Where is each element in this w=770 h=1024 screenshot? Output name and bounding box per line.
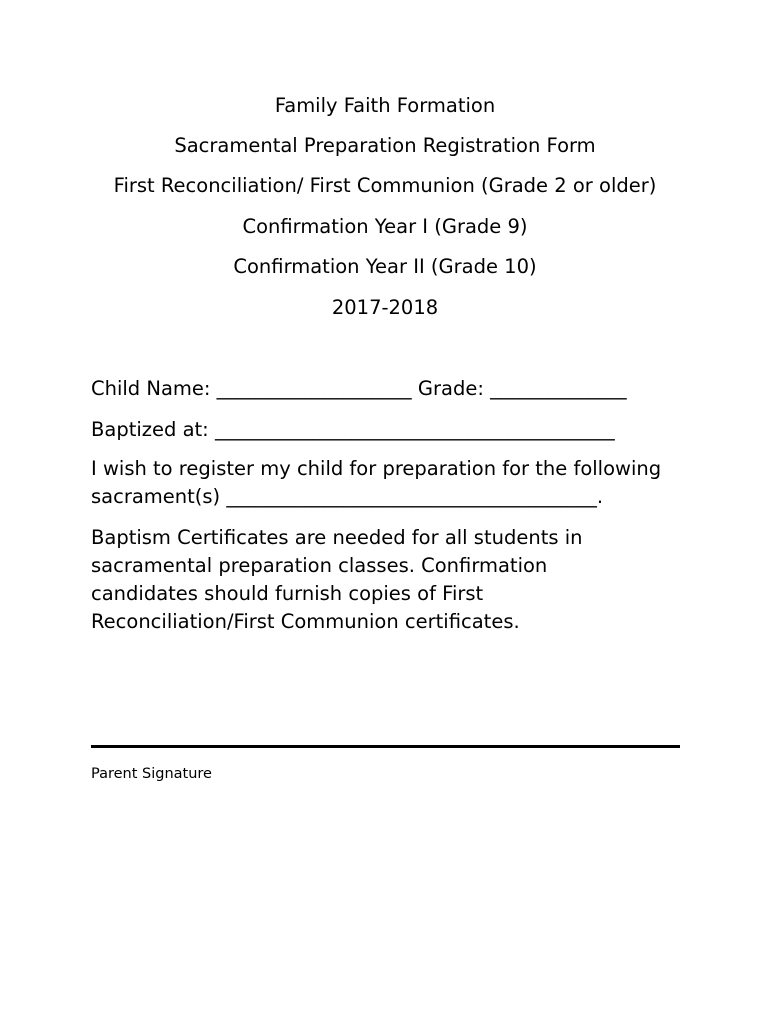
register-sacrament-field bbox=[91, 455, 691, 511]
program-first-communion: First Reconciliation/ First Communion (Grade 2 or older) bbox=[113, 174, 657, 197]
program-confirmation-year-2: Confirmation Year II (Grade 10) bbox=[233, 255, 537, 278]
note-line-3: candidates should furnish copies of First bbox=[91, 582, 484, 605]
note-line-2: sacramental preparation classes. Confirmation bbox=[91, 554, 548, 577]
child-name-grade-field: Child Name: ____________________ Grade: ______________ bbox=[91, 377, 627, 400]
signature-line bbox=[91, 745, 680, 748]
register-line-2: sacrament(s) ______________________________________. bbox=[91, 485, 604, 508]
baptized-at-field: Baptized at: _________________________________________ bbox=[91, 418, 615, 441]
note-line-1: Baptism Certificates are needed for all students in bbox=[91, 526, 583, 549]
form-title: Family Faith Formation bbox=[274, 94, 496, 117]
form-subtitle: Sacramental Preparation Registration Form bbox=[174, 134, 596, 157]
school-year: 2017-2018 bbox=[331, 296, 439, 319]
parent-signature-label: Parent Signature bbox=[91, 766, 212, 782]
program-confirmation-year-1: Confirmation Year I (Grade 9) bbox=[242, 215, 528, 238]
note-line-4: Reconciliation/First Communion certificates. bbox=[91, 610, 520, 633]
certificate-note bbox=[91, 524, 691, 636]
register-line-1: I wish to register my child for preparation for the following bbox=[91, 457, 662, 480]
